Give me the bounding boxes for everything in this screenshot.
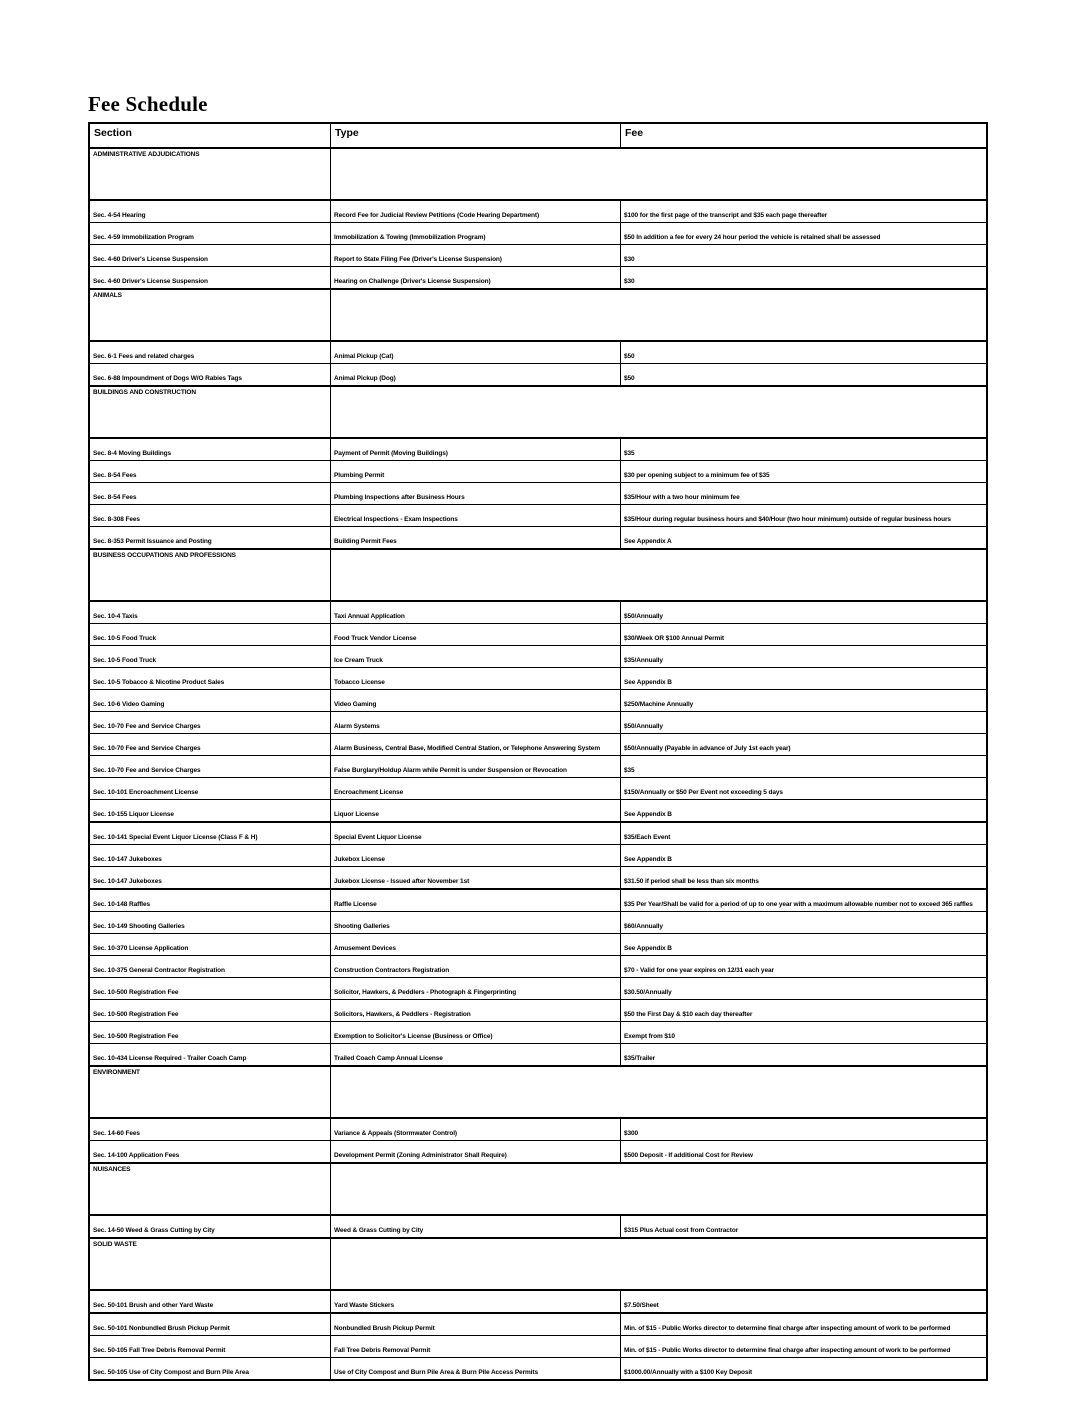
type-cell: Weed & Grass Cutting by City [330,1216,620,1237]
section-cell: Sec. 10-434 License Required - Trailer Coach Camp [93,1054,247,1062]
table-row [90,821,986,844]
table-row [90,711,986,733]
type-cell: Amusement Devices [330,934,620,955]
fee-cell: $35/Trailer [620,1044,986,1065]
section-header-spacer [330,550,986,600]
section-cell: Sec. 8-4 Moving Buildings [93,449,172,457]
section-header-spacer [330,1239,986,1289]
section-cell: Sec. 10-375 General Contractor Registration [93,966,225,974]
type-cell: Animal Pickup (Dog) [330,364,620,385]
type-cell: Development Permit (Zoning Administrator Shall Require) [330,1141,620,1162]
section-cell: Sec. 10-101 Encroachment License [93,788,199,796]
section-header-spacer [330,387,986,437]
fee-cell: $35/Each Event [620,823,986,844]
table-row [90,437,986,460]
section-cell: Sec. 10-4 Taxis [93,612,138,620]
fee-schedule-table [88,122,988,1381]
fee-cell: $30 [620,267,986,288]
fee-cell: $50/Annually [620,602,986,623]
section-cell: Sec. 10-5 Food Truck [93,656,157,664]
fee-cell: $500 Deposit - If additional Cost for Review [620,1141,986,1162]
section-header-row [90,548,986,600]
table-row [90,600,986,623]
fee-cell: $250/Machine Annually [620,690,986,711]
fee-cell: $300 [620,1119,986,1140]
fee-cell: $70 - Valid for one year expires on 12/31 each year [620,956,986,977]
type-cell: Liquor License [330,800,620,821]
fee-cell: $50/Annually [620,712,986,733]
table-row [90,755,986,777]
fee-cell: $150/Annually or $50 Per Event not exceeding 5 days [620,778,986,799]
table-row [90,733,986,755]
table-row [90,1357,986,1379]
section-cell: Sec. 10-70 Fee and Service Charges [93,766,201,774]
section-cell: Sec. 10-70 Fee and Service Charges [93,722,201,730]
fee-cell: See Appendix B [620,668,986,689]
table-row [90,482,986,504]
type-cell: Plumbing Permit [330,461,620,482]
column-header-section: Section [94,127,132,139]
section-cell: Sec. 14-100 Application Fees [93,1151,180,1159]
type-cell: Electrical Inspections - Exam Inspections [330,505,620,526]
fee-cell: $30.50/Annually [620,978,986,999]
section-header-label: BUILDINGS AND CONSTRUCTION [93,389,196,396]
section-cell: Sec. 10-500 Registration Fee [93,1032,179,1040]
column-header-fee: Fee [620,124,986,147]
table-row [90,667,986,689]
section-cell: Sec. 4-59 Immobilization Program [93,233,194,241]
table-row [90,363,986,385]
table-row [90,199,986,222]
fee-cell: See Appendix B [620,934,986,955]
fee-cell: $1000.00/Annually with a $100 Key Deposit [620,1358,986,1379]
page-title: Fee Schedule [88,92,208,116]
section-header-row [90,1237,986,1289]
section-cell: Sec. 8-54 Fees [93,471,137,479]
section-cell: Sec. 4-60 Driver's License Suspension [93,277,208,285]
table-row [90,1140,986,1162]
table-row [90,645,986,667]
type-cell: Report to State Filing Fee (Driver's License Suspension) [330,245,620,266]
type-cell: Plumbing Inspections after Business Hours [330,483,620,504]
table-row [90,460,986,482]
table-row [90,888,986,911]
table-row [90,1312,986,1335]
fee-cell: Exempt from $10 [620,1022,986,1043]
fee-cell: See Appendix B [620,800,986,821]
type-cell: Construction Contractors Registration [330,956,620,977]
table-row [90,1117,986,1140]
table-row [90,504,986,526]
section-cell: Sec. 10-147 Jukeboxes [93,877,162,885]
table-row [90,844,986,866]
section-cell: Sec. 8-308 Fees [93,515,140,523]
type-cell: Food Truck Vendor License [330,624,620,645]
table-row [90,911,986,933]
type-cell: Hearing on Challenge (Driver's License Suspension) [330,267,620,288]
section-cell: Sec. 6-1 Fees and related charges [93,352,195,360]
fee-cell: $7.50/Sheet [620,1291,986,1312]
table-row [90,955,986,977]
section-header-label: SOLID WASTE [93,1241,137,1248]
fee-cell: $35/Annually [620,646,986,667]
section-cell: Sec. 10-147 Jukeboxes [93,855,162,863]
section-cell: Sec. 14-60 Fees [93,1129,140,1137]
section-header-label: BUSINESS OCCUPATIONS AND PROFESSIONS [93,552,236,559]
type-cell: Raffle License [330,890,620,911]
fee-cell: $35 [620,439,986,460]
section-header-spacer [330,290,986,340]
type-cell: Trailed Coach Camp Annual License [330,1044,620,1065]
fee-cell: $315 Plus Actual cost from Contractor [620,1216,986,1237]
type-cell: Video Gaming [330,690,620,711]
section-cell: Sec. 10-149 Shooting Galleries [93,922,185,930]
fee-cell: $50 [620,342,986,363]
table-row [90,977,986,999]
table-row [90,1289,986,1312]
section-header-row [90,1065,986,1117]
table-row [90,1214,986,1237]
type-cell: Ice Cream Truck [330,646,620,667]
type-cell: Solicitor, Hawkers, & Peddlers - Photograph & Fingerprinting [330,978,620,999]
type-cell: Taxi Annual Application [330,602,620,623]
section-cell: Sec. 10-6 Video Gaming [93,700,165,708]
fee-cell: $30/Week OR $100 Annual Permit [620,624,986,645]
fee-cell: $30 [620,245,986,266]
table-row [90,799,986,821]
section-cell: Sec. 14-50 Weed & Grass Cutting by City [93,1226,215,1234]
type-cell: Nonbundled Brush Pickup Permit [330,1314,620,1335]
fee-cell: See Appendix B [620,845,986,866]
fee-cell: $60/Annually [620,912,986,933]
type-cell: Fall Tree Debris Removal Permit [330,1336,620,1357]
fee-cell: $30 per opening subject to a minimum fee of $35 [620,461,986,482]
type-cell: Animal Pickup (Cat) [330,342,620,363]
type-cell: Building Permit Fees [330,527,620,548]
type-cell: Variance & Appeals (Stormwater Control) [330,1119,620,1140]
fee-cell: $50 In addition a fee for every 24 hour period the vehicle is retained shall be assessed [620,223,986,244]
section-cell: Sec. 6-88 Impoundment of Dogs W/O Rabies Tags [93,374,242,382]
section-cell: Sec. 10-5 Food Truck [93,634,157,642]
table-row [90,244,986,266]
section-cell: Sec. 4-54 Hearing [93,211,146,219]
section-cell: Sec. 50-101 Nonbundled Brush Pickup Permit [93,1324,230,1332]
table-header-row [90,124,986,147]
fee-cell: $35 [620,756,986,777]
table-row [90,623,986,645]
fee-cell: See Appendix A [620,527,986,548]
fee-cell: Min. of $15 - Public Works director to determine final charge after inspecting amount of work to be performed [620,1314,986,1335]
section-header-spacer [330,1067,986,1117]
type-cell: Special Event Liquor License [330,823,620,844]
table-row [90,222,986,244]
type-cell: Payment of Permit (Moving Buildings) [330,439,620,460]
type-cell: False Burglary/Holdup Alarm while Permit is under Suspension or Revocation [330,756,620,777]
table-row [90,1043,986,1065]
type-cell: Exemption to Solicitor's License (Business or Office) [330,1022,620,1043]
section-cell: Sec. 10-5 Tobacco & Nicotine Product Sales [93,678,225,686]
section-cell: Sec. 50-101 Brush and other Yard Waste [93,1301,214,1309]
type-cell: Alarm Systems [330,712,620,733]
fee-cell: Min. of $15 - Public Works director to determine final charge after inspecting amount of work to be performed [620,1336,986,1357]
section-header-label: ENVIRONMENT [93,1069,140,1076]
table-row [90,526,986,548]
section-header-label: ANIMALS [93,292,122,299]
table-row [90,689,986,711]
section-cell: Sec. 10-70 Fee and Service Charges [93,744,201,752]
section-cell: Sec. 50-105 Use of City Compost and Burn Pile Area [93,1368,249,1376]
table-row [90,340,986,363]
fee-cell: $35/Hour with a two hour minimum fee [620,483,986,504]
table-row [90,266,986,288]
column-header-type: Type [330,124,620,147]
section-cell: Sec. 10-141 Special Event Liquor License (Class F & H) [93,833,258,841]
section-cell: Sec. 8-54 Fees [93,493,137,501]
table-row [90,999,986,1021]
fee-cell: $35 Per Year/Shall be valid for a period of up to one year with a maximum allowable number not to exceed 365 raffles [620,890,986,911]
fee-cell: $50 the First Day & $10 each day thereafter [620,1000,986,1021]
section-cell: Sec. 10-370 License Application [93,944,189,952]
fee-cell: $31.50 if period shall be less than six months [620,867,986,888]
section-cell: Sec. 10-155 Liquor License [93,810,174,818]
type-cell: Immobilization & Towing (Immobilization Program) [330,223,620,244]
section-header-row [90,288,986,340]
section-header-row [90,1162,986,1214]
type-cell: Use of City Compost and Burn Pile Area & Burn Pile Access Permits [330,1358,620,1379]
table-row [90,866,986,888]
type-cell: Solicitors, Hawkers, & Peddlers - Registration [330,1000,620,1021]
section-header-row [90,385,986,437]
section-header-row [90,147,986,199]
table-row [90,777,986,799]
type-cell: Shooting Galleries [330,912,620,933]
type-cell: Alarm Business, Central Base, Modified Central Station, or Telephone Answering System [330,734,620,755]
table-row [90,1335,986,1357]
section-cell: Sec. 10-148 Raffles [93,900,150,908]
section-header-spacer [330,149,986,199]
table-row [90,1021,986,1043]
fee-cell: $50/Annually (Payable in advance of July 1st each year) [620,734,986,755]
fee-cell: $50 [620,364,986,385]
type-cell: Tobacco License [330,668,620,689]
type-cell: Record Fee for Judicial Review Petitions (Code Hearing Department) [330,201,620,222]
section-cell: Sec. 10-500 Registration Fee [93,1010,179,1018]
type-cell: Jukebox License - Issued after November 1st [330,867,620,888]
type-cell: Yard Waste Stickers [330,1291,620,1312]
fee-cell: $35/Hour during regular business hours and $40/Hour (two hour minimum) outside of regular business hours [620,505,986,526]
fee-cell: $100 for the first page of the transcript and $35 each page thereafter [620,201,986,222]
section-header-label: NUISANCES [93,1166,131,1173]
type-cell: Encroachment License [330,778,620,799]
section-header-spacer [330,1164,986,1214]
table-row [90,933,986,955]
type-cell: Jukebox License [330,845,620,866]
section-cell: Sec. 8-353 Permit Issuance and Posting [93,537,212,545]
section-header-label: ADMINISTRATIVE ADJUDICATIONS [93,151,200,158]
section-cell: Sec. 4-60 Driver's License Suspension [93,255,208,263]
section-cell: Sec. 50-105 Fall Tree Debris Removal Permit [93,1346,226,1354]
section-cell: Sec. 10-500 Registration Fee [93,988,179,996]
table-body [90,147,986,1379]
